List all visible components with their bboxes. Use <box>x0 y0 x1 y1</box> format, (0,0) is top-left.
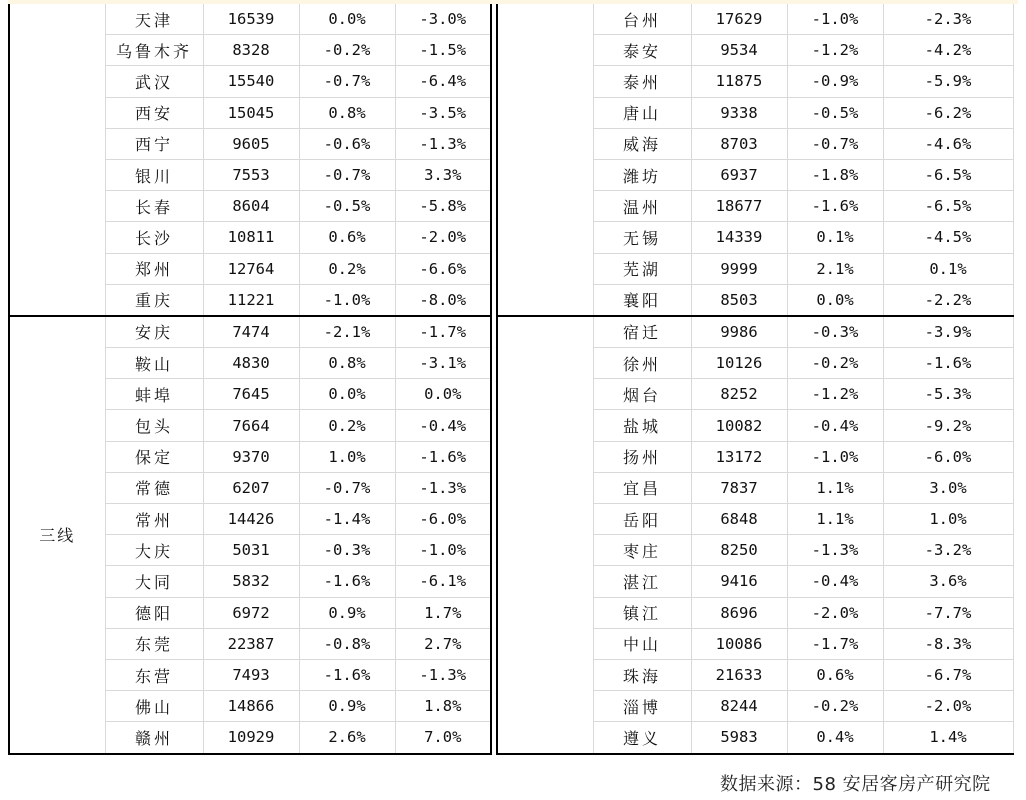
city-name: 湛江 <box>593 566 691 597</box>
price-value: 6207 <box>203 472 299 503</box>
city-name: 西宁 <box>105 128 203 159</box>
mom-change: -0.7% <box>787 128 883 159</box>
price-value: 9370 <box>203 441 299 472</box>
yoy-change: -4.5% <box>883 222 1013 253</box>
yoy-change: -1.7% <box>395 316 491 348</box>
city-name: 潍坊 <box>593 159 691 190</box>
price-value: 7474 <box>203 316 299 348</box>
mom-change: -0.8% <box>299 628 395 659</box>
yoy-change: 1.4% <box>883 722 1013 754</box>
price-value: 15045 <box>203 97 299 128</box>
price-value: 8703 <box>691 128 787 159</box>
city-name: 德阳 <box>105 597 203 628</box>
price-value: 7837 <box>691 472 787 503</box>
mom-change: -0.2% <box>299 35 395 66</box>
yoy-change: -2.0% <box>395 222 491 253</box>
mom-change: -1.6% <box>787 191 883 222</box>
yoy-change: 1.7% <box>395 597 491 628</box>
mom-change: 0.2% <box>299 253 395 284</box>
city-name: 安庆 <box>105 316 203 348</box>
right-data-table <box>496 4 1014 755</box>
mom-change: 2.1% <box>787 253 883 284</box>
yoy-change: -6.0% <box>395 504 491 535</box>
tier-cell <box>497 316 593 754</box>
city-name: 大庆 <box>105 535 203 566</box>
tier-cell <box>9 4 105 316</box>
yoy-change: -6.2% <box>883 97 1013 128</box>
city-name: 重庆 <box>105 284 203 316</box>
mom-change: -1.0% <box>787 441 883 472</box>
mom-change: -1.4% <box>299 504 395 535</box>
mom-change: -0.2% <box>787 348 883 379</box>
city-name: 唐山 <box>593 97 691 128</box>
yoy-change: -3.9% <box>883 316 1013 348</box>
mom-change: -0.4% <box>787 410 883 441</box>
yoy-change: -1.6% <box>395 441 491 472</box>
price-value: 7645 <box>203 379 299 410</box>
city-name: 赣州 <box>105 722 203 754</box>
mom-change: 2.6% <box>299 722 395 754</box>
price-value: 9986 <box>691 316 787 348</box>
city-name: 盐城 <box>593 410 691 441</box>
price-value: 10126 <box>691 348 787 379</box>
yoy-change: -6.4% <box>395 66 491 97</box>
yoy-change: -8.0% <box>395 284 491 316</box>
tier-label: 三线 <box>9 316 105 754</box>
price-value: 8244 <box>691 691 787 722</box>
mom-change: 0.2% <box>299 410 395 441</box>
price-value: 10086 <box>691 628 787 659</box>
mom-change: -0.7% <box>299 159 395 190</box>
yoy-change: -1.6% <box>883 348 1013 379</box>
yoy-change: -1.3% <box>395 659 491 690</box>
mom-change: -1.2% <box>787 35 883 66</box>
yoy-change: 2.7% <box>395 628 491 659</box>
yoy-change: -3.0% <box>395 4 491 35</box>
mom-change: -1.8% <box>787 159 883 190</box>
city-name: 佛山 <box>105 691 203 722</box>
city-name: 珠海 <box>593 659 691 690</box>
price-value: 15540 <box>203 66 299 97</box>
yoy-change: 3.3% <box>395 159 491 190</box>
city-name: 西安 <box>105 97 203 128</box>
price-value: 8696 <box>691 597 787 628</box>
yoy-change: -8.3% <box>883 628 1013 659</box>
yoy-change: -6.6% <box>395 253 491 284</box>
price-value: 9338 <box>691 97 787 128</box>
mom-change: -1.0% <box>299 284 395 316</box>
city-name: 包头 <box>105 410 203 441</box>
city-name: 中山 <box>593 628 691 659</box>
yoy-change: 7.0% <box>395 722 491 754</box>
yoy-change: -1.5% <box>395 35 491 66</box>
price-value: 9534 <box>691 35 787 66</box>
mom-change: -1.7% <box>787 628 883 659</box>
city-name: 长春 <box>105 191 203 222</box>
price-value: 21633 <box>691 659 787 690</box>
price-value: 4830 <box>203 348 299 379</box>
city-name: 岳阳 <box>593 504 691 535</box>
city-name: 天津 <box>105 4 203 35</box>
price-value: 14866 <box>203 691 299 722</box>
city-name: 扬州 <box>593 441 691 472</box>
yoy-change: 0.0% <box>395 379 491 410</box>
mom-change: -2.1% <box>299 316 395 348</box>
mom-change: 1.1% <box>787 472 883 503</box>
price-value: 8503 <box>691 284 787 316</box>
yoy-change: -7.7% <box>883 597 1013 628</box>
mom-change: -0.3% <box>299 535 395 566</box>
price-value: 9605 <box>203 128 299 159</box>
yoy-change: 3.0% <box>883 472 1013 503</box>
mom-change: 1.1% <box>787 504 883 535</box>
yoy-change: -2.0% <box>883 691 1013 722</box>
mom-change: 0.0% <box>299 379 395 410</box>
price-value: 16539 <box>203 4 299 35</box>
price-value: 6848 <box>691 504 787 535</box>
yoy-change: -4.2% <box>883 35 1013 66</box>
yoy-change: -6.5% <box>883 191 1013 222</box>
city-name: 芜湖 <box>593 253 691 284</box>
yoy-change: -2.2% <box>883 284 1013 316</box>
city-name: 蚌埠 <box>105 379 203 410</box>
mom-change: 0.4% <box>787 722 883 754</box>
price-value: 8250 <box>691 535 787 566</box>
table-row <box>9 316 491 348</box>
city-name: 威海 <box>593 128 691 159</box>
city-name: 无锡 <box>593 222 691 253</box>
city-name: 武汉 <box>105 66 203 97</box>
yoy-change: -1.3% <box>395 128 491 159</box>
price-value: 11875 <box>691 66 787 97</box>
mom-change: 0.9% <box>299 597 395 628</box>
mom-change: -1.3% <box>787 535 883 566</box>
yoy-change: 1.8% <box>395 691 491 722</box>
yoy-change: 3.6% <box>883 566 1013 597</box>
yoy-change: -2.3% <box>883 4 1013 35</box>
source-note: 数据来源：58 安居客房产研究院 <box>720 774 991 795</box>
price-value: 12764 <box>203 253 299 284</box>
city-name: 襄阳 <box>593 284 691 316</box>
mom-change: -0.9% <box>787 66 883 97</box>
city-name: 淄博 <box>593 691 691 722</box>
city-name: 泰安 <box>593 35 691 66</box>
mom-change: -1.2% <box>787 379 883 410</box>
mom-change: 0.6% <box>787 659 883 690</box>
yoy-change: -1.3% <box>395 472 491 503</box>
city-name: 遵义 <box>593 722 691 754</box>
price-value: 9999 <box>691 253 787 284</box>
mom-change: -0.6% <box>299 128 395 159</box>
mom-change: -2.0% <box>787 597 883 628</box>
city-name: 鞍山 <box>105 348 203 379</box>
table-row <box>9 4 491 35</box>
city-name: 东莞 <box>105 628 203 659</box>
price-value: 17629 <box>691 4 787 35</box>
city-name: 保定 <box>105 441 203 472</box>
price-value: 8604 <box>203 191 299 222</box>
yoy-change: -6.5% <box>883 159 1013 190</box>
mom-change: 1.0% <box>299 441 395 472</box>
city-name: 乌鲁木齐 <box>105 35 203 66</box>
city-name: 枣庄 <box>593 535 691 566</box>
yoy-change: -6.0% <box>883 441 1013 472</box>
city-name: 常德 <box>105 472 203 503</box>
yoy-change: -6.1% <box>395 566 491 597</box>
tier-cell <box>497 4 593 316</box>
yoy-change: -9.2% <box>883 410 1013 441</box>
price-value: 14426 <box>203 504 299 535</box>
mom-change: -1.6% <box>299 566 395 597</box>
mom-change: -0.7% <box>299 472 395 503</box>
price-value: 5983 <box>691 722 787 754</box>
price-value: 13172 <box>691 441 787 472</box>
price-value: 8252 <box>691 379 787 410</box>
price-value: 22387 <box>203 628 299 659</box>
city-name: 徐州 <box>593 348 691 379</box>
yoy-change: -4.6% <box>883 128 1013 159</box>
mom-change: -0.7% <box>299 66 395 97</box>
mom-change: 0.9% <box>299 691 395 722</box>
yoy-change: -0.4% <box>395 410 491 441</box>
left-data-table <box>8 4 492 755</box>
mom-change: -1.0% <box>787 4 883 35</box>
price-value: 11221 <box>203 284 299 316</box>
city-name: 常州 <box>105 504 203 535</box>
city-name: 泰州 <box>593 66 691 97</box>
mom-change: -0.4% <box>787 566 883 597</box>
mom-change: -0.5% <box>299 191 395 222</box>
city-name: 东营 <box>105 659 203 690</box>
city-name: 大同 <box>105 566 203 597</box>
yoy-change: 0.1% <box>883 253 1013 284</box>
mom-change: 0.6% <box>299 222 395 253</box>
mom-change: 0.8% <box>299 348 395 379</box>
city-name: 温州 <box>593 191 691 222</box>
yoy-change: 1.0% <box>883 504 1013 535</box>
yoy-change: -1.0% <box>395 535 491 566</box>
price-value: 7553 <box>203 159 299 190</box>
city-name: 烟台 <box>593 379 691 410</box>
yoy-change: -5.9% <box>883 66 1013 97</box>
city-name: 镇江 <box>593 597 691 628</box>
table-row <box>497 316 1013 348</box>
yoy-change: -5.3% <box>883 379 1013 410</box>
mom-change: -0.2% <box>787 691 883 722</box>
price-value: 5832 <box>203 566 299 597</box>
price-value: 10082 <box>691 410 787 441</box>
yoy-change: -3.1% <box>395 348 491 379</box>
mom-change: -0.3% <box>787 316 883 348</box>
price-value: 6972 <box>203 597 299 628</box>
mom-change: 0.0% <box>299 4 395 35</box>
price-value: 9416 <box>691 566 787 597</box>
yoy-change: -3.2% <box>883 535 1013 566</box>
price-value: 6937 <box>691 159 787 190</box>
mom-change: 0.1% <box>787 222 883 253</box>
mom-change: -0.5% <box>787 97 883 128</box>
city-name: 台州 <box>593 4 691 35</box>
price-value: 14339 <box>691 222 787 253</box>
table-row <box>497 4 1013 35</box>
mom-change: 0.8% <box>299 97 395 128</box>
price-value: 10811 <box>203 222 299 253</box>
city-name: 宿迁 <box>593 316 691 348</box>
city-name: 郑州 <box>105 253 203 284</box>
city-name: 长沙 <box>105 222 203 253</box>
price-value: 10929 <box>203 722 299 754</box>
city-name: 银川 <box>105 159 203 190</box>
price-value: 7493 <box>203 659 299 690</box>
yoy-change: -3.5% <box>395 97 491 128</box>
price-value: 8328 <box>203 35 299 66</box>
yoy-change: -5.8% <box>395 191 491 222</box>
price-value: 18677 <box>691 191 787 222</box>
price-value: 5031 <box>203 535 299 566</box>
mom-change: 0.0% <box>787 284 883 316</box>
city-name: 宜昌 <box>593 472 691 503</box>
mom-change: -1.6% <box>299 659 395 690</box>
price-value: 7664 <box>203 410 299 441</box>
yoy-change: -6.7% <box>883 659 1013 690</box>
